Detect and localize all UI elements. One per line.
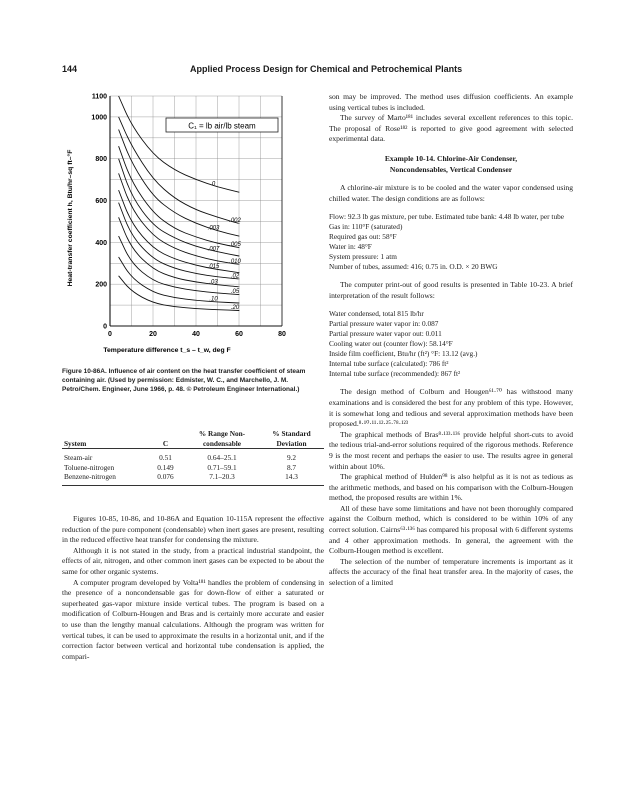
paragraph: The graphical method of Hulden⁹⁸ is also helpful as it is not as tedious as the arithmetic methods, and based on his comparison with the Colburn-Hougen method, the proposed results are within 1%. <box>329 472 573 503</box>
chart-annotation: C₁ = lb air/lb steam <box>188 121 256 131</box>
x-tick-label: 60 <box>235 331 243 338</box>
list-item: Internal tube surface (recommended): 867 ft² <box>329 369 461 379</box>
table-row <box>62 449 324 463</box>
figure-caption: Figure 10-86A. Influence of air content on the heat transfer coefficient of steam containing air. (Used by permission: Edmister, W. C., and Marchello, J. M. Petro/Chem. Engineer, June 1966, p. 48. © Petroleum Engineer International.) <box>62 368 306 393</box>
list-item: Internal tube surface (calculated): 786 ft² <box>329 359 449 369</box>
page-number: 144 <box>62 64 78 74</box>
list-item: Gas in: 110°F (saturated) <box>329 222 403 232</box>
x-axis-label: Temperature difference t_s – t_w, deg F <box>103 347 231 354</box>
paragraph: The computer print-out of good results is presented in Table 10-23. A brief interpretation of the result follows: <box>329 280 573 300</box>
list-item: Water in: 48°F <box>329 242 372 252</box>
series-label: .003 <box>207 225 220 232</box>
table-header-system: System <box>64 438 87 448</box>
table-cell: 9.2 <box>286 453 297 463</box>
list-item: Water condensed, total 815 lb/hr <box>329 309 424 319</box>
design-conditions-list <box>329 212 573 272</box>
list-item: Required gas out: 58°F <box>329 232 397 242</box>
left-column-text <box>62 514 324 662</box>
series-label: .015 <box>207 264 220 271</box>
table-cell: 8.7 <box>286 462 297 472</box>
table-cell: 7.1–20.3 <box>185 472 259 485</box>
list-item: Partial pressure water vapor out: 0.011 <box>329 329 442 339</box>
table-cell: 0.076 <box>146 472 185 485</box>
example-heading-line: Example 10-14. Chlorine-Air Condenser, <box>384 153 518 163</box>
y-tick-label: 400 <box>95 239 107 247</box>
table-cell: 0.64–25.1 <box>207 453 237 463</box>
example-heading <box>329 153 573 175</box>
paragraph: All of these have some limitations and have not been thoroughly compared against the Colburn method, which is considered to be within 10% of any correct solution. Cairns⁶³·¹³⁶ has compared his proposal with 6 different systems and 4 other approximation methods. In general, the agreement with the Colburn-Hougen method is excellent. <box>329 503 573 556</box>
series-line <box>119 173 239 264</box>
series-label: .005 <box>229 242 241 249</box>
table-header-deviation: % Standard Deviation <box>272 429 311 448</box>
paragraph: A chlorine-air mixture is to be cooled and the water vapor condensed using chilled water. The design conditions are as follows: <box>329 182 573 203</box>
list-item: Inside film coefficient, Btu/hr (ft²) °F: 13.12 (avg.) <box>329 349 478 359</box>
paragraph: The selection of the number of temperature increments is important as it affects the accuracy of the final heat transfer area. In the majority of cases, the selection of a limited <box>329 556 573 588</box>
y-tick-label: 800 <box>95 156 107 164</box>
y-tick-label: 1100 <box>91 93 107 101</box>
y-tick-label: 0 <box>103 323 107 331</box>
list-item: Partial pressure water vapor in: 0.087 <box>329 319 439 329</box>
list-item: Cooling water out (counter flow): 58.14°F <box>329 339 453 349</box>
series-label: 0 <box>211 181 216 188</box>
running-title: Applied Process Design for Chemical and Petrochemical Plants <box>190 64 463 74</box>
list-item: Flow: 92.3 lb gas mixture, per tube. Estimated tube bank: 4.48 lb water, per tube <box>329 212 564 222</box>
table-row <box>62 472 324 485</box>
table-cell: 0.51 <box>159 453 172 463</box>
list-item: System pressure: 1 atm <box>329 252 397 262</box>
series-label: .05 <box>230 289 240 296</box>
table-cell: 0.71–59.1 <box>207 462 237 472</box>
table-cell: 0.149 <box>157 462 174 472</box>
noncondensable-table <box>62 429 324 486</box>
table-header-range: % Range Non-condensable <box>198 429 246 448</box>
y-axis-label: Heat-transfer coefficient h, Btu/hr–sq ft–°F <box>67 149 74 287</box>
list-item: Number of tubes, assumed: 416; 0.75 in. O.D. × 20 BWG <box>329 262 498 272</box>
paragraph: A computer program developed by Volta¹⁸¹ handles the problem of condensing in the presence of a noncondensable gas for down-flow of either a saturated or superheated gas-vapor mixture inside vertical tubes. The program is based on a modification of Colburn-Hougen and Bras and is certainly more accurate and easier to use than the lengthy manual calculations. Although the program was written for vertical tubes, it can be used to approximate the results in a horizontal unit, and if the correction factor between vertical and horizontal tube condensation is applied, the compari- <box>62 577 324 661</box>
paragraph: The survey of Marto¹⁸¹ includes several excellent references to this topic. The proposal of Rose¹⁸² is reported to give good agreement with selected experimental data. <box>329 113 573 144</box>
right-column-text <box>329 92 573 589</box>
table-header-c: C <box>162 438 169 448</box>
series-label: .20 <box>230 305 240 312</box>
series-label: .007 <box>207 246 220 253</box>
table-cell: Toluene-nitrogen <box>64 462 115 472</box>
series-line <box>119 130 239 237</box>
paragraph: Figures 10-85, 10-86, and 10-86A and Equation 10-115A represent the effective reduction of the pure component (condensable) when inert gases are present, resulting in the reduced effective heat transfer for condensing the mixture. <box>62 514 324 545</box>
y-tick-label: 600 <box>95 198 107 206</box>
results-list <box>329 309 573 379</box>
series-line <box>119 236 239 295</box>
x-tick-label: 40 <box>192 331 200 338</box>
example-heading-line: Noncondensables, Vertical Condenser <box>389 164 513 174</box>
series-label: .02 <box>230 273 240 280</box>
page-header <box>0 64 630 78</box>
x-tick-label: 0 <box>108 331 112 338</box>
series-line <box>119 96 239 192</box>
table-header-row <box>62 429 324 449</box>
y-tick-label: 1000 <box>91 114 107 122</box>
paragraph: The design method of Colburn and Hougen⁶¹·⁷⁰ has withstood many examinations and is considered the best for any problem of this type. However, it is somewhat long and tedious and several approximation methods have been proposed.⁸·¹⁰·¹¹·¹²·²⁵·⁷⁸·¹²³ <box>329 387 573 429</box>
series-line <box>119 257 239 303</box>
x-tick-label: 80 <box>278 331 286 338</box>
series-label: .002 <box>229 218 241 225</box>
table-cell: 14.3 <box>259 472 324 485</box>
paragraph: The graphical methods of Bras⁸·¹³³·¹³⁶ provide helpful short-cuts to avoid the tedious trial-and-error solutions required of the rigorous methods. Reference 9 is the most recent and perhaps the easier to use. The results agree in general within about 10%. <box>329 429 573 471</box>
table-cell: Steam-air <box>64 453 93 463</box>
series-label: .03 <box>209 279 218 286</box>
curve-labels <box>208 181 242 311</box>
paragraph: Although it is not stated in the study, from a practical industrial standpoint, the effects of air, nitrogen, and other common inert gases can be expected to be about the same for other organic systems. <box>62 545 324 576</box>
table-row <box>62 463 324 473</box>
table-cell: Benzene-nitrogen <box>62 472 146 485</box>
series-line <box>119 146 239 247</box>
x-tick-label: 20 <box>149 331 157 338</box>
series-label: .010 <box>229 258 241 265</box>
paragraph: son may be improved. The method uses diffusion coefficients. An example using vertical tubes is included. <box>329 92 573 112</box>
y-tick-label: 200 <box>95 281 107 289</box>
series-label: .10 <box>209 296 218 303</box>
heat-transfer-chart <box>62 90 322 360</box>
